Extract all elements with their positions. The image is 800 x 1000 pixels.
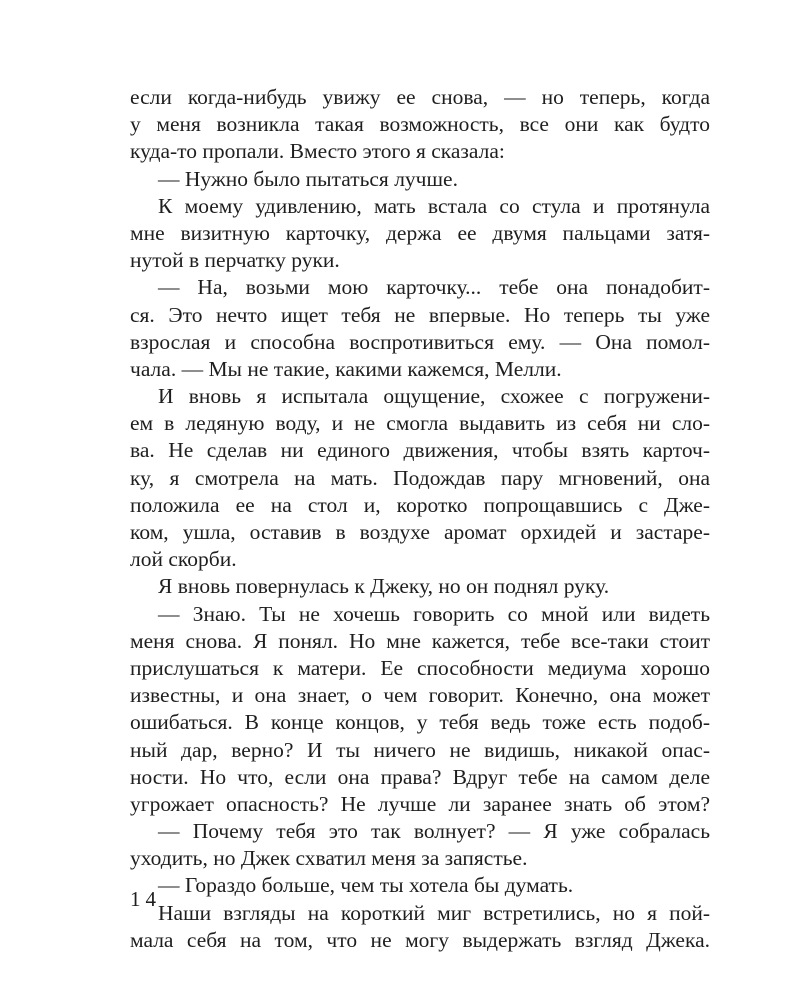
text-line: мне визитную карточку, держа ее двумя пальцами затя- xyxy=(130,220,710,245)
text-line: уходить, но Джек схватил меня за запястье. xyxy=(130,846,528,871)
text-line: прислушаться к матери. Ее способности медиума хорошо xyxy=(130,655,710,680)
book-page-text xyxy=(130,84,710,954)
text-line: К моему удивлению, мать встала со стула и протянула xyxy=(158,193,710,218)
text-line: у меня возникла такая возможность, все они как будто xyxy=(130,112,710,137)
text-line: меня снова. Я понял. Но мне кажется, тебе все-таки стоит xyxy=(130,628,710,653)
text-line: — Почему тебя это так волнует? — Я уже собралась xyxy=(158,819,710,844)
text-line: — Нужно было пытаться лучше. xyxy=(158,166,458,191)
text-line: — Гораздо больше, чем ты хотела бы думать. xyxy=(158,873,574,898)
text-line: Наши взгляды на короткий миг встретились, но я пой- xyxy=(158,900,710,925)
text-line: куда-то пропали. Вместо этого я сказала: xyxy=(130,139,505,164)
text-line: ва. Не сделав ни единого движения, чтобы взять карточ- xyxy=(130,438,710,463)
text-line: известны, и она знает, о чем говорит. Конечно, она может xyxy=(130,683,710,708)
text-line: ности. Но что, если она права? Вдруг тебе на самом деле xyxy=(130,764,710,789)
text-line: ошибаться. В конце концов, у тебя ведь тоже есть подоб- xyxy=(130,710,710,735)
text-line: взрослая и способна воспротивиться ему. — Она помол- xyxy=(130,329,710,354)
text-line: положила ее на стол и, коротко попрощавшись с Дже- xyxy=(130,492,710,517)
text-line: — Знаю. Ты не хочешь говорить со мной или видеть xyxy=(158,601,710,626)
text-line: чала. — Мы не такие, какими кажемся, Мелли. xyxy=(130,356,562,381)
text-line: лой скорби. xyxy=(130,547,237,572)
text-line: ком, ушла, оставив в воздухе аромат орхидей и застаре- xyxy=(130,520,710,544)
text-line: Я вновь повернулась к Джеку, но он поднял руку. xyxy=(158,574,610,599)
text-line: ный дар, верно? И ты ничего не видишь, никакой опас- xyxy=(130,737,710,762)
text-line: И вновь я испытала ощущение, схожее с погружени- xyxy=(158,384,710,409)
text-line: ку, я смотрела на мать. Подождав пару мгновений, она xyxy=(130,465,710,490)
text-line: нутой в перчатку руки. xyxy=(130,248,340,273)
text-line: если когда-нибудь увижу ее снова, — но теперь, когда xyxy=(130,85,710,109)
text-line: мала себя на том, что не могу выдержать взгляд Джека. xyxy=(130,927,710,952)
text-line: ся. Это нечто ищет тебя не впервые. Но теперь ты уже xyxy=(130,302,710,327)
text-line: ем в ледяную воду, и не смогла выдавить из себя ни сло- xyxy=(130,411,710,436)
text-line: — На, возьми мою карточку... тебе она понадобит- xyxy=(158,275,710,300)
text-line: угрожает опасность? Не лучше ли заранее знать об этом? xyxy=(130,791,710,816)
page-number: 14 xyxy=(130,887,161,911)
